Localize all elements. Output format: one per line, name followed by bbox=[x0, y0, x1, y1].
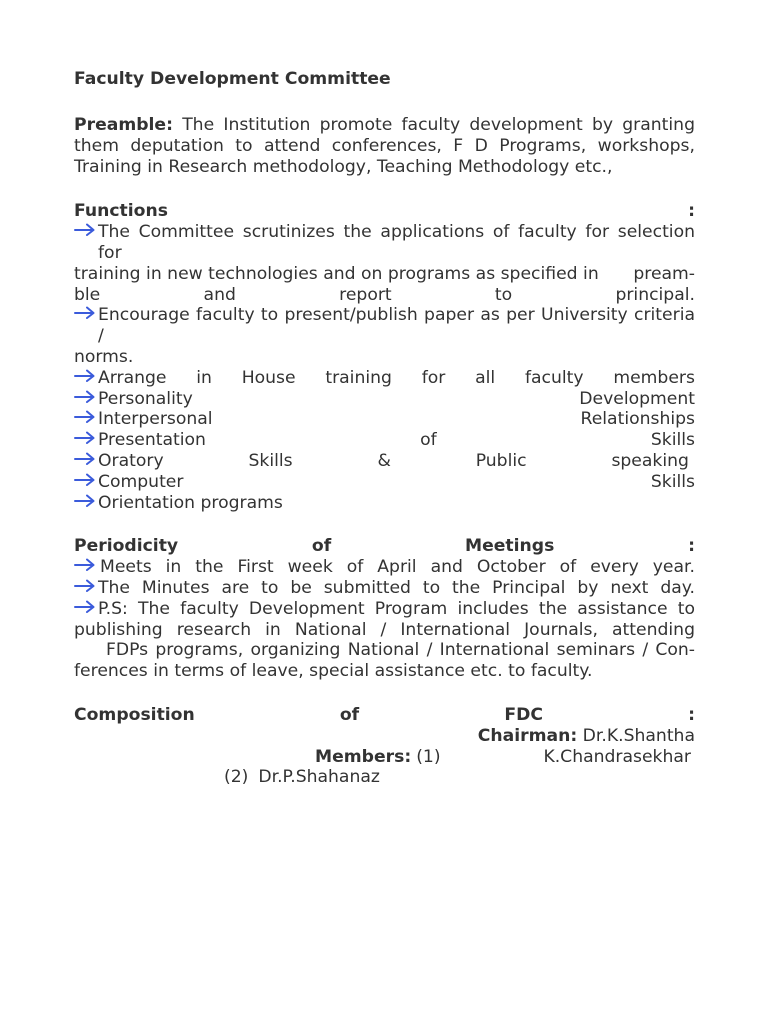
composition-heading bbox=[74, 705, 695, 726]
right-arrow-icon bbox=[74, 472, 98, 492]
functions-item-4 bbox=[74, 389, 695, 410]
periodicity-item-1-text bbox=[100, 557, 695, 578]
functions-item-4-text bbox=[98, 389, 695, 410]
member-2-line bbox=[74, 767, 695, 788]
periodicity-word: every bbox=[590, 557, 639, 578]
functions-item-1-line-1: The Committee scrutinizes the applications of faculty for selection for bbox=[98, 222, 695, 263]
preamble-word: promote bbox=[319, 115, 393, 135]
periodicity-word: and bbox=[430, 557, 463, 578]
functions-word: members bbox=[613, 367, 695, 388]
preamble-line-2 bbox=[74, 136, 695, 157]
periodicity-heading bbox=[74, 536, 695, 557]
functions-word: Oratory bbox=[98, 450, 164, 471]
preamble-word: D bbox=[474, 135, 488, 156]
functions-item-8-text bbox=[98, 472, 695, 493]
functions-word: principal. bbox=[615, 284, 695, 305]
preamble-word: The bbox=[182, 115, 215, 135]
preamble-word: Programs, bbox=[499, 135, 587, 156]
functions-word: for bbox=[421, 367, 446, 388]
periodicity-word: are bbox=[221, 577, 250, 598]
periodicity-word: the bbox=[195, 557, 224, 578]
periodicity-item-2-text bbox=[98, 578, 695, 599]
chairman-line bbox=[74, 726, 695, 747]
functions-word: faculty bbox=[524, 367, 584, 388]
preamble-word: workshops, bbox=[597, 135, 695, 156]
preamble-word: them bbox=[74, 135, 119, 156]
preamble-section bbox=[74, 115, 695, 177]
functions-word: ble bbox=[74, 284, 101, 305]
heading-word: of bbox=[339, 704, 360, 725]
right-arrow-icon bbox=[74, 430, 98, 450]
functions-item-2 bbox=[74, 305, 695, 347]
periodicity-word: The bbox=[98, 577, 130, 598]
right-arrow-icon bbox=[74, 599, 98, 619]
periodicity-word: Meets bbox=[100, 557, 152, 578]
periodicity-item-2 bbox=[74, 578, 695, 599]
member-1-name: K.Chandrasekhar bbox=[543, 746, 691, 767]
periodicity-word: in bbox=[165, 557, 182, 578]
periodicity-word: day. bbox=[660, 577, 695, 598]
periodicity-item-3 bbox=[74, 599, 695, 620]
heading-word: of bbox=[311, 536, 332, 557]
functions-item-1-line-2b: pream- bbox=[633, 263, 695, 284]
periodicity-item-3-line-3: FDPs programs, organizing National / International seminars / Con- bbox=[106, 640, 695, 661]
right-arrow-icon bbox=[74, 409, 98, 429]
functions-word: all bbox=[475, 367, 496, 388]
member-2-name: Dr.P.Shahanaz bbox=[258, 767, 380, 788]
functions-heading bbox=[74, 201, 695, 222]
member-2-number: (2) bbox=[224, 767, 249, 788]
functions-word: of bbox=[420, 430, 437, 451]
periodicity-word: week bbox=[287, 557, 333, 578]
functions-word: Arrange bbox=[98, 367, 167, 388]
periodicity-word: by bbox=[577, 577, 599, 598]
functions-word: House bbox=[241, 367, 296, 388]
preamble-line-3: Training in Research methodology, Teaching Methodology etc., bbox=[74, 156, 613, 177]
heading-word: : bbox=[688, 536, 695, 557]
periodicity-item-3-line-4: ferences in terms of leave, special assistance etc. to faculty. bbox=[74, 661, 593, 682]
members-line bbox=[74, 747, 695, 768]
functions-word: report bbox=[339, 284, 392, 305]
right-arrow-icon bbox=[74, 305, 98, 325]
functions-item-8 bbox=[74, 472, 695, 493]
document-page bbox=[74, 68, 695, 788]
functions-item-9 bbox=[74, 493, 695, 514]
right-arrow-icon bbox=[74, 222, 98, 242]
functions-word: to bbox=[494, 284, 513, 305]
right-arrow-icon bbox=[74, 451, 98, 471]
right-arrow-icon bbox=[74, 578, 98, 598]
periodicity-word: to bbox=[422, 577, 441, 598]
periodicity-word: of bbox=[346, 557, 364, 578]
preamble-word: to bbox=[235, 135, 253, 156]
functions-word: & bbox=[377, 450, 391, 471]
functions-word: Relationships bbox=[580, 409, 695, 430]
periodicity-word: submitted bbox=[323, 577, 411, 598]
chairman-label: Chairman: bbox=[477, 725, 578, 746]
functions-heading-label: Functions bbox=[74, 201, 168, 222]
preamble-word: conferences, bbox=[331, 135, 442, 156]
periodicity-word: to bbox=[261, 577, 279, 598]
members-label: Members: bbox=[315, 746, 412, 767]
functions-word: Skills bbox=[248, 450, 293, 471]
preamble-word: deputation bbox=[130, 135, 224, 156]
functions-item-1-line-2a: training in new technologies and on programs as specified in bbox=[74, 263, 599, 284]
preamble-label: Preamble: bbox=[74, 115, 173, 135]
functions-word: training bbox=[325, 367, 392, 388]
heading-word: FDC bbox=[504, 704, 543, 725]
functions-item-1-line-2 bbox=[74, 264, 695, 285]
preamble-line-1 bbox=[74, 115, 695, 136]
functions-item-3-text bbox=[98, 368, 695, 389]
functions-word: and bbox=[203, 284, 236, 305]
periodicity-item-3-line-1: P.S: The faculty Development Program includes the assistance to bbox=[98, 598, 695, 619]
preamble-word: development bbox=[469, 115, 583, 135]
functions-word: Interpersonal bbox=[98, 409, 213, 430]
right-arrow-icon bbox=[74, 368, 98, 388]
periodicity-item-3-line-2: publishing research in National / International Journals, attending bbox=[74, 619, 695, 640]
functions-word: Development bbox=[579, 388, 695, 409]
right-arrow-icon bbox=[74, 389, 98, 409]
functions-item-5-text bbox=[98, 409, 695, 430]
periodicity-word: Principal bbox=[492, 577, 566, 598]
periodicity-word: October bbox=[476, 557, 546, 578]
periodicity-word: April bbox=[377, 557, 417, 578]
periodicity-word: First bbox=[237, 557, 274, 578]
preamble-word: by bbox=[591, 115, 614, 135]
periodicity-word: be bbox=[290, 577, 312, 598]
document-title: Faculty Development Committee bbox=[74, 69, 391, 89]
heading-word: Meetings bbox=[465, 536, 555, 557]
functions-heading-colon: : bbox=[688, 201, 695, 222]
periodicity-item-1 bbox=[74, 557, 695, 578]
functions-item-9-text: Orientation programs bbox=[98, 492, 283, 513]
periodicity-word: Minutes bbox=[141, 577, 210, 598]
functions-word: Skills bbox=[650, 471, 695, 492]
functions-item-6 bbox=[74, 430, 695, 451]
periodicity-word: of bbox=[559, 557, 577, 578]
right-arrow-icon bbox=[74, 493, 98, 513]
functions-item-1 bbox=[74, 222, 695, 264]
functions-item-2-line-1: Encourage faculty to present/publish paper as per University criteria / bbox=[98, 305, 695, 347]
right-arrow-icon bbox=[74, 557, 98, 577]
functions-item-1-line-3 bbox=[74, 285, 695, 306]
heading-word: : bbox=[688, 704, 695, 725]
functions-item-5 bbox=[74, 409, 695, 430]
periodicity-word: year. bbox=[652, 557, 695, 578]
member-1-number: (1) bbox=[416, 746, 441, 767]
functions-word: Skills bbox=[650, 430, 695, 451]
preamble-word: granting bbox=[622, 115, 695, 135]
periodicity-word: the bbox=[452, 577, 481, 598]
heading-word: Composition bbox=[74, 704, 195, 725]
functions-item-6-text bbox=[98, 430, 695, 451]
preamble-word: Institution bbox=[223, 115, 311, 135]
functions-item-7 bbox=[74, 451, 695, 472]
heading-word: Periodicity bbox=[74, 536, 179, 557]
functions-item-3 bbox=[74, 368, 695, 389]
periodicity-word: next bbox=[610, 577, 649, 598]
preamble-word: attend bbox=[263, 135, 321, 156]
functions-word: Computer bbox=[98, 471, 184, 492]
preamble-word: F bbox=[453, 135, 464, 156]
functions-word: in bbox=[196, 367, 212, 388]
functions-word: speaking bbox=[611, 450, 689, 471]
functions-word: Presentation bbox=[98, 430, 206, 451]
preamble-word: faculty bbox=[401, 115, 461, 135]
functions-word: Public bbox=[475, 450, 527, 471]
functions-item-2-line-2: norms. bbox=[74, 346, 134, 367]
functions-item-7-text bbox=[98, 451, 695, 472]
functions-word: Personality bbox=[98, 388, 193, 409]
chairman-name: Dr.K.Shantha bbox=[582, 725, 695, 746]
